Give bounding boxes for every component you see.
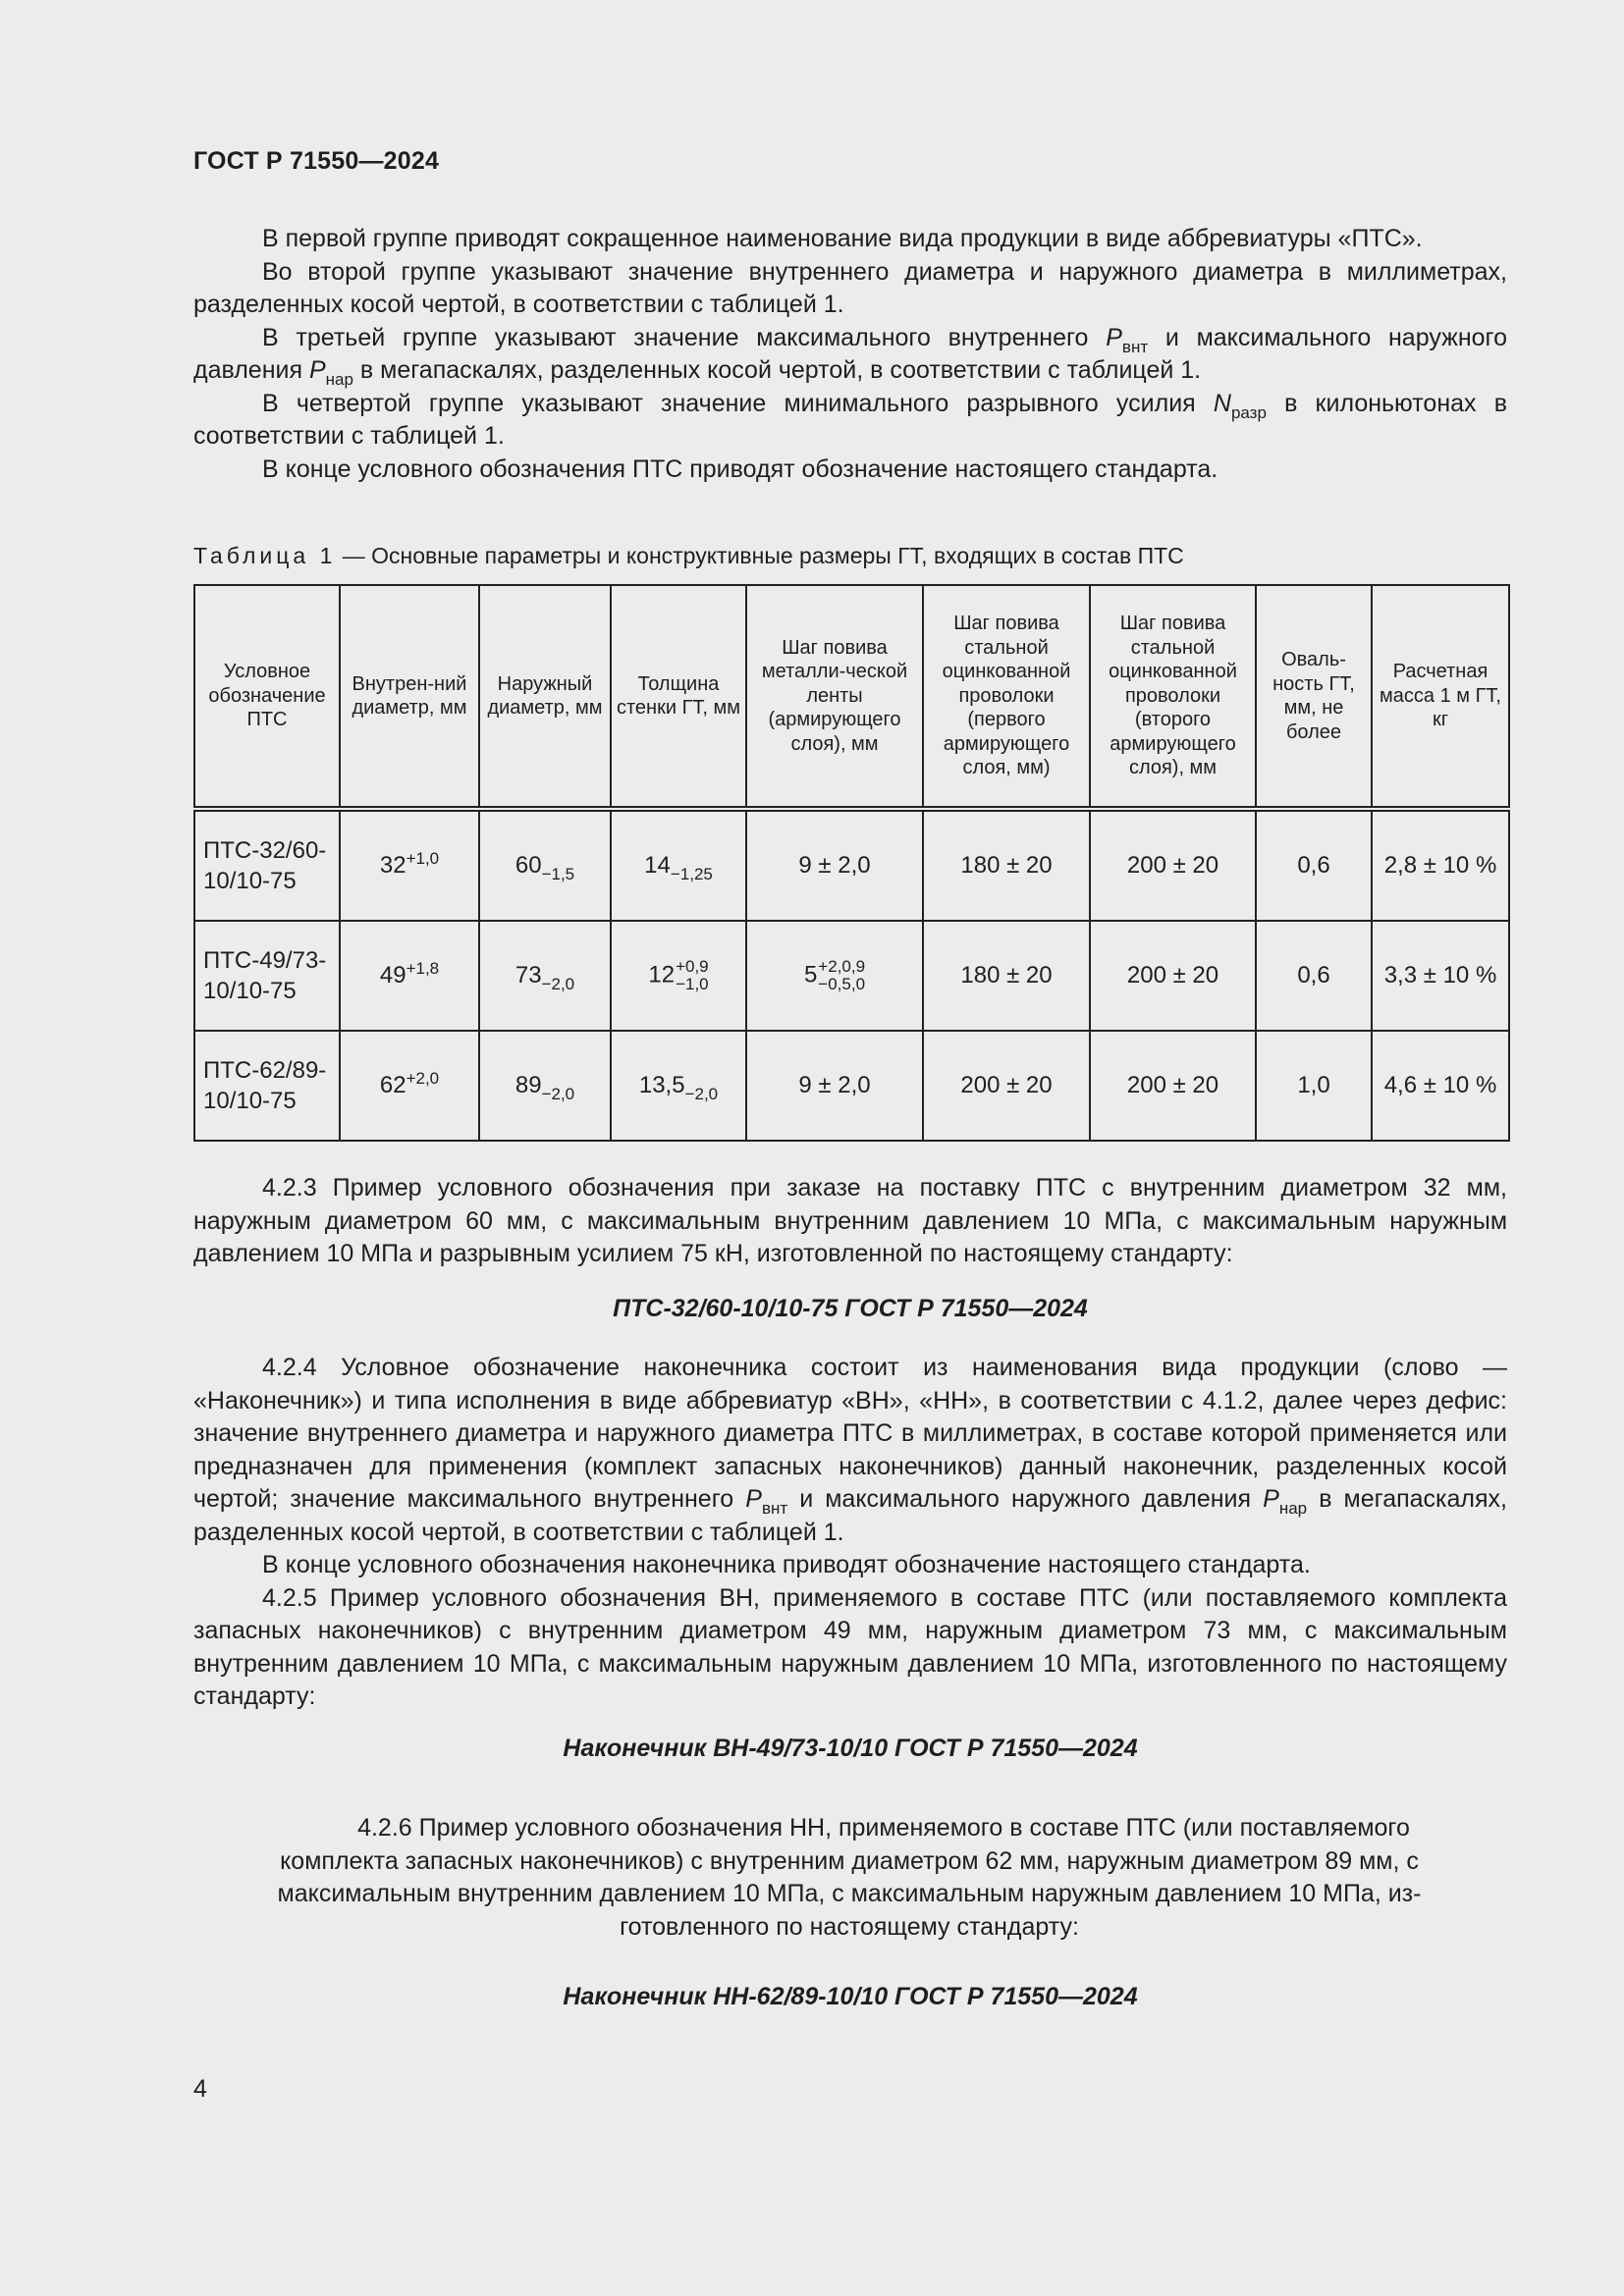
value: 89: [514, 1072, 542, 1098]
section-line: максимальным внутренним давлением 10 МПа, с максимальным наружным давлением 10 МПа, из-: [277, 1880, 1422, 1907]
designation-line: 10/10-75: [203, 868, 297, 894]
text: В четвертой группе указывают значение минимального разрывного усилия: [262, 389, 1214, 417]
text: в килоньютонах в соответствии с таблицей 1.: [193, 389, 1508, 450]
caption-text: — Основные параметры и конструктивные размеры ГТ, входящих в состав ПТС: [336, 543, 1184, 568]
section-line: 4.2.6 Пример условного обозначения НН, применяемого в составе ПТС (или поставляемого: [357, 1814, 1410, 1842]
table-row: [194, 809, 1509, 921]
cell-tape-pitch: [746, 921, 923, 1031]
symbol: P: [308, 356, 326, 384]
section-paragraph: [193, 1352, 1507, 1549]
cell-inner-diameter: [340, 1031, 479, 1141]
cell-wire1-pitch: 180 ± 20: [923, 921, 1090, 1031]
symbol: P: [745, 1485, 762, 1513]
tolerance-upper: +1,0: [406, 849, 440, 868]
cell-ovality: 0,6: [1256, 921, 1372, 1031]
text: 4.2.4 Условное обозначение наконечника состоит из наименования вида продукции (слово — «Наконечник») и типа исполнения в виде аббревиатур «ВН», «НН», в соответствии с 4.1.2, далее через дефис: значение внутреннего диаметра и наружного диаметра ПТС в миллиметрах, в составе которой применяется или предназначен для применения (комплект запасных наконечников) данный наконечник, разделенных косой чертой; значение максимального внутреннего: [193, 1354, 1507, 1513]
text: и максимального наружного давления: [787, 1485, 1264, 1513]
cell-mass: 4,6 ± 10 %: [1372, 1031, 1509, 1141]
cell-wall-thickness: [611, 809, 746, 921]
cell-outer-diameter: [479, 1031, 611, 1141]
symbol-subscript: нар: [1278, 1499, 1308, 1518]
table-header-row: [194, 585, 1509, 809]
section-4-2-6: [206, 1812, 1492, 1944]
col-header: Условное обозначение ПТС: [194, 585, 340, 809]
example-designation: ПТС-32/60-10/10-75 ГОСТ Р 71550—2024: [613, 1295, 1088, 1322]
col-header: Внутрен-ний диаметр, мм: [340, 585, 479, 809]
text: и максимального наружного давления: [193, 323, 1508, 384]
value: 5: [803, 961, 818, 988]
designation-line: ПТС-62/89-: [203, 1057, 327, 1084]
section-line: готовленного по настоящему стандарту:: [620, 1912, 1079, 1941]
example-designation: Наконечник НН-62/89-10/10 ГОСТ Р 71550—2024: [563, 1983, 1138, 2010]
tolerance-lower: −2,0: [541, 975, 575, 993]
cell-wire2-pitch: 200 ± 20: [1090, 921, 1256, 1031]
intro-paragraph-5: В конце условного обозначения ПТС приводят обозначение настоящего стандарта.: [262, 454, 1218, 483]
cell-wire1-pitch: 200 ± 20: [923, 1031, 1090, 1141]
cell-wire1-pitch: 180 ± 20: [923, 809, 1090, 921]
cell-inner-diameter: [340, 809, 479, 921]
tolerance-lower: −1,5: [541, 865, 575, 883]
intro-section: [193, 223, 1507, 486]
designation-line: 10/10-75: [203, 978, 297, 1004]
intro-paragraph-3: [193, 322, 1507, 388]
cell-ovality: 0,6: [1256, 809, 1372, 921]
example-designation: Наконечник ВН-49/73-10/10 ГОСТ Р 71550—2024: [563, 1735, 1138, 1762]
section-line: комплекта запасных наконечников) с внутренним диаметром 62 мм, наружным диаметром 89 мм, с: [280, 1846, 1419, 1875]
tolerance-lower: −0,5,0: [818, 975, 866, 993]
value: 73: [514, 962, 542, 988]
symbol-subscript: внт: [1121, 337, 1149, 356]
tolerance-stack: [676, 958, 709, 993]
value: 12: [648, 961, 676, 988]
tolerance-lower: −2,0: [541, 1085, 575, 1103]
cell-wire2-pitch: 200 ± 20: [1090, 1031, 1256, 1141]
cell-inner-diameter: [340, 921, 479, 1031]
tolerance-upper: +2,0: [406, 1069, 440, 1088]
col-header: Шаг повива металли-ческой ленты (армирующего слоя), мм: [746, 585, 923, 809]
cell-designation: [194, 809, 340, 921]
cell-designation: [194, 1031, 340, 1141]
col-header: Оваль-ность ГТ, мм, не более: [1256, 585, 1372, 809]
section-paragraph: 4.2.5 Пример условного обозначения ВН, применяемого в составе ПТС (или поставляемого комплекта запасных наконечников) с внутренним диаметром 49 мм, наружным диаметром 73 мм, с максимальным внутренним давлением 10 МПа, с максимальным наружным давлением 10 МПа, изготовленного по настоящему стандарту:: [193, 1583, 1507, 1710]
symbol: N: [1213, 389, 1231, 417]
tolerance-stack: [818, 958, 865, 993]
section-4-2-3: [193, 1172, 1507, 1271]
col-header: Расчетная масса 1 м ГТ, кг: [1372, 585, 1509, 809]
symbol: P: [1263, 1485, 1279, 1513]
intro-paragraph-2: Во второй группе указывают значение внутреннего диаметра и наружного диаметра в миллиметрах, разделенных косой чертой, в соответствии с таблицей 1.: [193, 257, 1507, 318]
cell-ovality: 1,0: [1256, 1031, 1372, 1141]
intro-paragraph-4: [193, 388, 1507, 454]
value: 62: [379, 1072, 406, 1098]
value: 60: [514, 852, 542, 879]
tolerance-lower: −1,0: [676, 975, 709, 993]
col-header: Толщина стенки ГТ, мм: [611, 585, 746, 809]
cell-designation: [194, 921, 340, 1031]
tolerance-lower: −1,25: [670, 865, 713, 883]
tolerance-upper: +1,8: [406, 959, 440, 978]
col-header: Шаг повива стальной оцинкованной проволоки (второго армирующего слоя), мм: [1090, 585, 1256, 809]
cell-outer-diameter: [479, 921, 611, 1031]
designation-line: ПТС-49/73-: [203, 947, 327, 974]
symbol-subscript: нар: [325, 370, 353, 389]
caption-label: Таблица 1: [193, 543, 337, 568]
designation-line: ПТС-32/60-: [203, 837, 327, 864]
tolerance-upper: +0,9: [676, 957, 709, 976]
value: 14: [644, 852, 671, 879]
designation-line: 10/10-75: [203, 1088, 297, 1114]
symbol: P: [1106, 323, 1122, 351]
intro-paragraph-1: В первой группе приводят сокращенное наименование вида продукции в виде аббревиатуры «ПТС».: [262, 225, 1423, 252]
cell-tape-pitch: 9 ± 2,0: [746, 809, 923, 921]
table-row: [194, 1031, 1509, 1141]
symbol-subscript: разр: [1230, 402, 1267, 422]
col-header: Шаг повива стальной оцинкованной проволоки (первого армирующего слоя, мм): [923, 585, 1090, 809]
cell-mass: 3,3 ± 10 %: [1372, 921, 1509, 1031]
text: в мегапаскалях, разделенных косой чертой, в соответствии с таблицей 1.: [193, 1485, 1508, 1546]
section-paragraph: 4.2.3 Пример условного обозначения при заказе на поставку ПТС с внутренним диаметром 32 мм, наружным диаметром 60 мм, с максимальным внутренним давлением 10 МПа, с максимальным наружным давлением 10 МПа и разрывным усилием 75 кН, изготовленной по настоящему стандарту:: [193, 1174, 1507, 1267]
section-paragraph: В конце условного обозначения наконечника приводят обозначение настоящего стандарта.: [262, 1551, 1311, 1578]
document-header: ГОСТ Р 71550—2024: [193, 147, 440, 175]
cell-wall-thickness: [611, 921, 746, 1031]
cell-tape-pitch: 9 ± 2,0: [746, 1031, 923, 1141]
symbol-subscript: внт: [761, 1499, 788, 1518]
table-row: [194, 921, 1509, 1031]
text: В третьей группе указывают значение максимального внутреннего: [262, 323, 1107, 351]
tolerance-lower: −2,0: [684, 1085, 719, 1103]
value: 13,5: [638, 1072, 685, 1098]
parameters-table: [193, 584, 1510, 1142]
cell-outer-diameter: [479, 809, 611, 921]
table-caption: [193, 543, 1184, 569]
cell-wire2-pitch: 200 ± 20: [1090, 809, 1256, 921]
section-4-2-4: [193, 1352, 1507, 1714]
tolerance-upper: +2,0,9: [818, 957, 866, 976]
value: 32: [379, 852, 406, 879]
cell-wall-thickness: [611, 1031, 746, 1141]
value: 49: [379, 962, 406, 988]
text: в мегапаскалях, разделенных косой чертой, в соответствии с таблицей 1.: [352, 356, 1202, 384]
cell-mass: 2,8 ± 10 %: [1372, 809, 1509, 921]
col-header: Наружный диаметр, мм: [479, 585, 611, 809]
page-number: 4: [193, 2075, 207, 2103]
